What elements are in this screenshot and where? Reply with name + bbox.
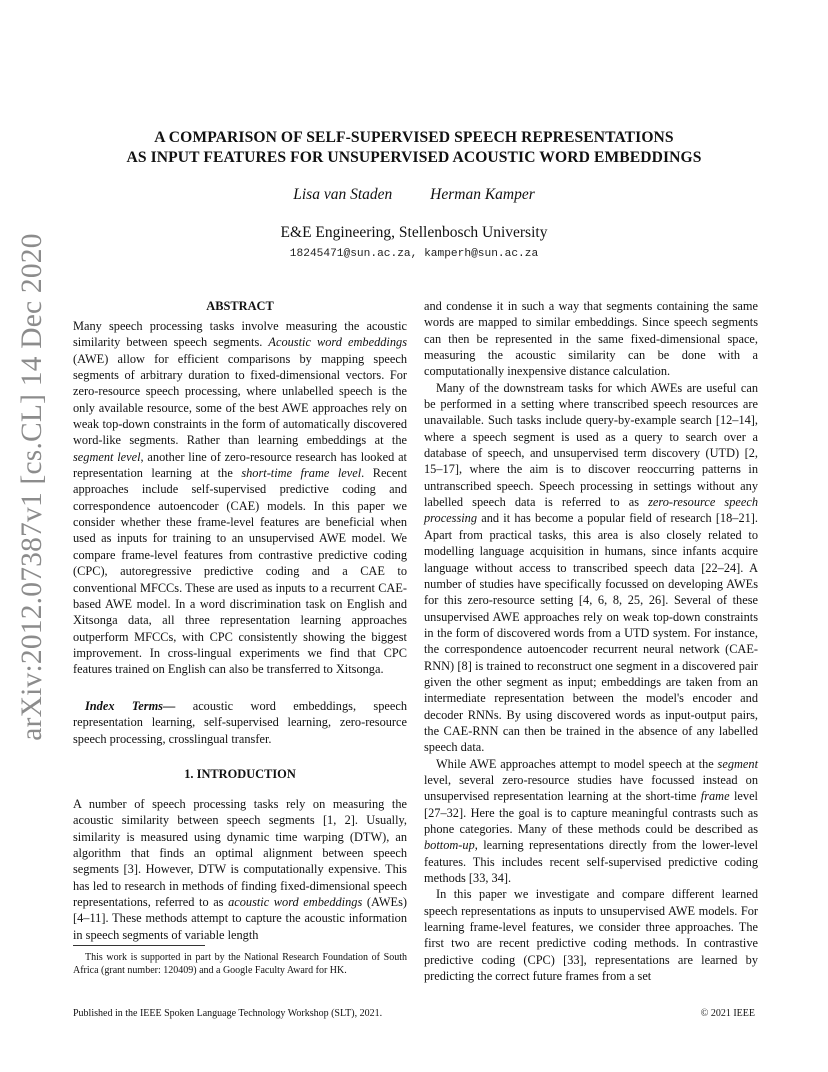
author-emails: 18245471@sun.ac.za, kamperh@sun.ac.za (289, 248, 539, 260)
abstract-heading: ABSTRACT (206, 299, 274, 313)
intro-left-column (73, 796, 407, 943)
section-heading-introduction: 1. INTRODUCTION (184, 767, 296, 781)
title-line-2: AS INPUT FEATURES FOR UNSUPERVISED ACOUSTIC WORD EMBEDDINGS (126, 149, 702, 166)
arxiv-identifier: arXiv:2012.07387v1 [cs.CL] 14 Dec 2020 (16, 233, 48, 741)
intro-paragraph: While AWE approaches attempt to model speech at the segment level, several zero-resource studies have focussed instead on unsupervised representation learning at the short-time frame level [27–32]. Here the goal is to capture meaningful contrasts such as phone categories. Many of these methods could be described as bottom-up, learning representations directly from the lower-level features. This includes recent self-supervised predictive coding methods [33, 34]. (424, 756, 758, 886)
intro-paragraph: Many of the downstream tasks for which AWEs are useful can be performed in a setting where transcribed speech resources are unavailable. Such tasks include query-by-example search [12–14], where a speech segment is used as a query to search over a database of speech, and unsupervised term discovery (UTD) [2, 15–17], where the aim is to discover reoccurring patterns in untranscribed speech. Speech processing in settings without any labelled speech data is referred to as zero-resource speech processing and it has become a popular field of research [18–21]. Apart from practical tasks, this area is also closely related to modelling language acquisition in humans, since infants acquire language without access to transcribed speech data [22–24]. A number of studies have specifically focussed on developing AWEs for this zero-resource setting [4, 6, 8, 25, 26]. Several of these unsupervised AWE approaches rely on weak top-down constraints in the form of discovered words from a UTD system. For instance, the correspondence autoencoder recurrent neural network (CAE-RNN) [8] is trained to reconstruct one segment in a discovered pair given the other segment as input; embeddings are taken from an intermediate representation between the model's encoder and decoder RNNs. By using discovered words as input-output pairs, the CAE-RNN can then be trained in the absence of any labelled speech data. (424, 380, 758, 755)
abstract-paragraph: Many speech processing tasks involve measuring the acoustic similarity between speech segments. Acoustic word embeddings (AWE) allow for efficient comparisons by mapping speech segments of arbitrary duration to fixed-dimensional vectors. For zero-resource speech processing, where unlabelled speech is the only available resource, some of the best AWE approaches rely on weak top-down constraints in the form of automatically discovered word-like segments. Rather than learning embeddings at the segment level, another line of zero-resource research has looked at representation learning at the short-time frame level. Recent approaches include self-supervised predictive coding and correspondence autoencoder (CAE) models. In this paper we consider whether these frame-level features are beneficial when used as inputs for training to an unsupervised AWE model. We compare frame-level features from contrastive predictive coding (CPC), autoregressive predictive coding and a CAE to conventional MFCCs. These are used as inputs to a recurrent CAE-based AWE model. In a word discrimination task on English and Xitsonga data, all three representation learning approaches outperform MFCCs, with CPC consistently showing the biggest improvement. In cross-lingual experiments we find that CPC features trained on English can also be transferred to Xitsonga. (73, 319, 407, 677)
author-name: Herman Kamper (430, 186, 535, 203)
title-line-1: A COMPARISON OF SELF-SUPERVISED SPEECH REPRESENTATIONS (154, 129, 674, 146)
index-terms-label: Index Terms— (85, 699, 176, 713)
author-list (0, 186, 828, 204)
affiliation: E&E Engineering, Stellenbosch University (280, 224, 548, 241)
publication-note: Published in the IEEE Spoken Language Technology Workshop (SLT), 2021. (73, 1008, 383, 1019)
footnote-divider (73, 945, 205, 946)
footnote: This work is supported in part by the National Research Foundation of South Africa (grant number: 120409) and a Google Faculty Award for HK. (73, 952, 407, 976)
paper-title (60, 128, 768, 168)
index-terms: Index Terms— acoustic word embeddings, speech representation learning, self-supervised learning, zero-resource speech processing, crosslingual transfer. (73, 699, 408, 746)
intro-paragraph: In this paper we investigate and compare different learned speech representations as inputs to unsupervised AWE models. For learning frame-level features, we consider three approaches. The first two are recent predictive coding methods. In contrastive predictive coding (CPC) [33], representations are learned by predicting the correct future frames from a set (424, 887, 758, 984)
author-name: Lisa van Staden (293, 186, 393, 203)
intro-paragraph: A number of speech processing tasks rely on measuring the acoustic similarity between speech segments [1, 2]. Usually, similarity is measured using dynamic time warping (DTW), an algorithm that finds an optimal alignment between speech segments [3]. However, DTW is computationally expensive. This has led to research in methods of finding fixed-dimensional speech representations, referred to as acoustic word embeddings (AWEs) [4–11]. These methods attempt to capture the acoustic information in speech segments of variable length (73, 797, 407, 942)
copyright-note: © 2021 IEEE (700, 1008, 755, 1019)
intro-paragraph: and condense it in such a way that segments containing the same words are mapped to similar embeddings. Since speech segments can then be represented in the same fixed-dimensional space, measuring the acoustic similarity can be done with a computationally inexpensive distance calculation. (424, 299, 758, 379)
right-column (424, 298, 758, 984)
abstract-body (73, 318, 407, 678)
